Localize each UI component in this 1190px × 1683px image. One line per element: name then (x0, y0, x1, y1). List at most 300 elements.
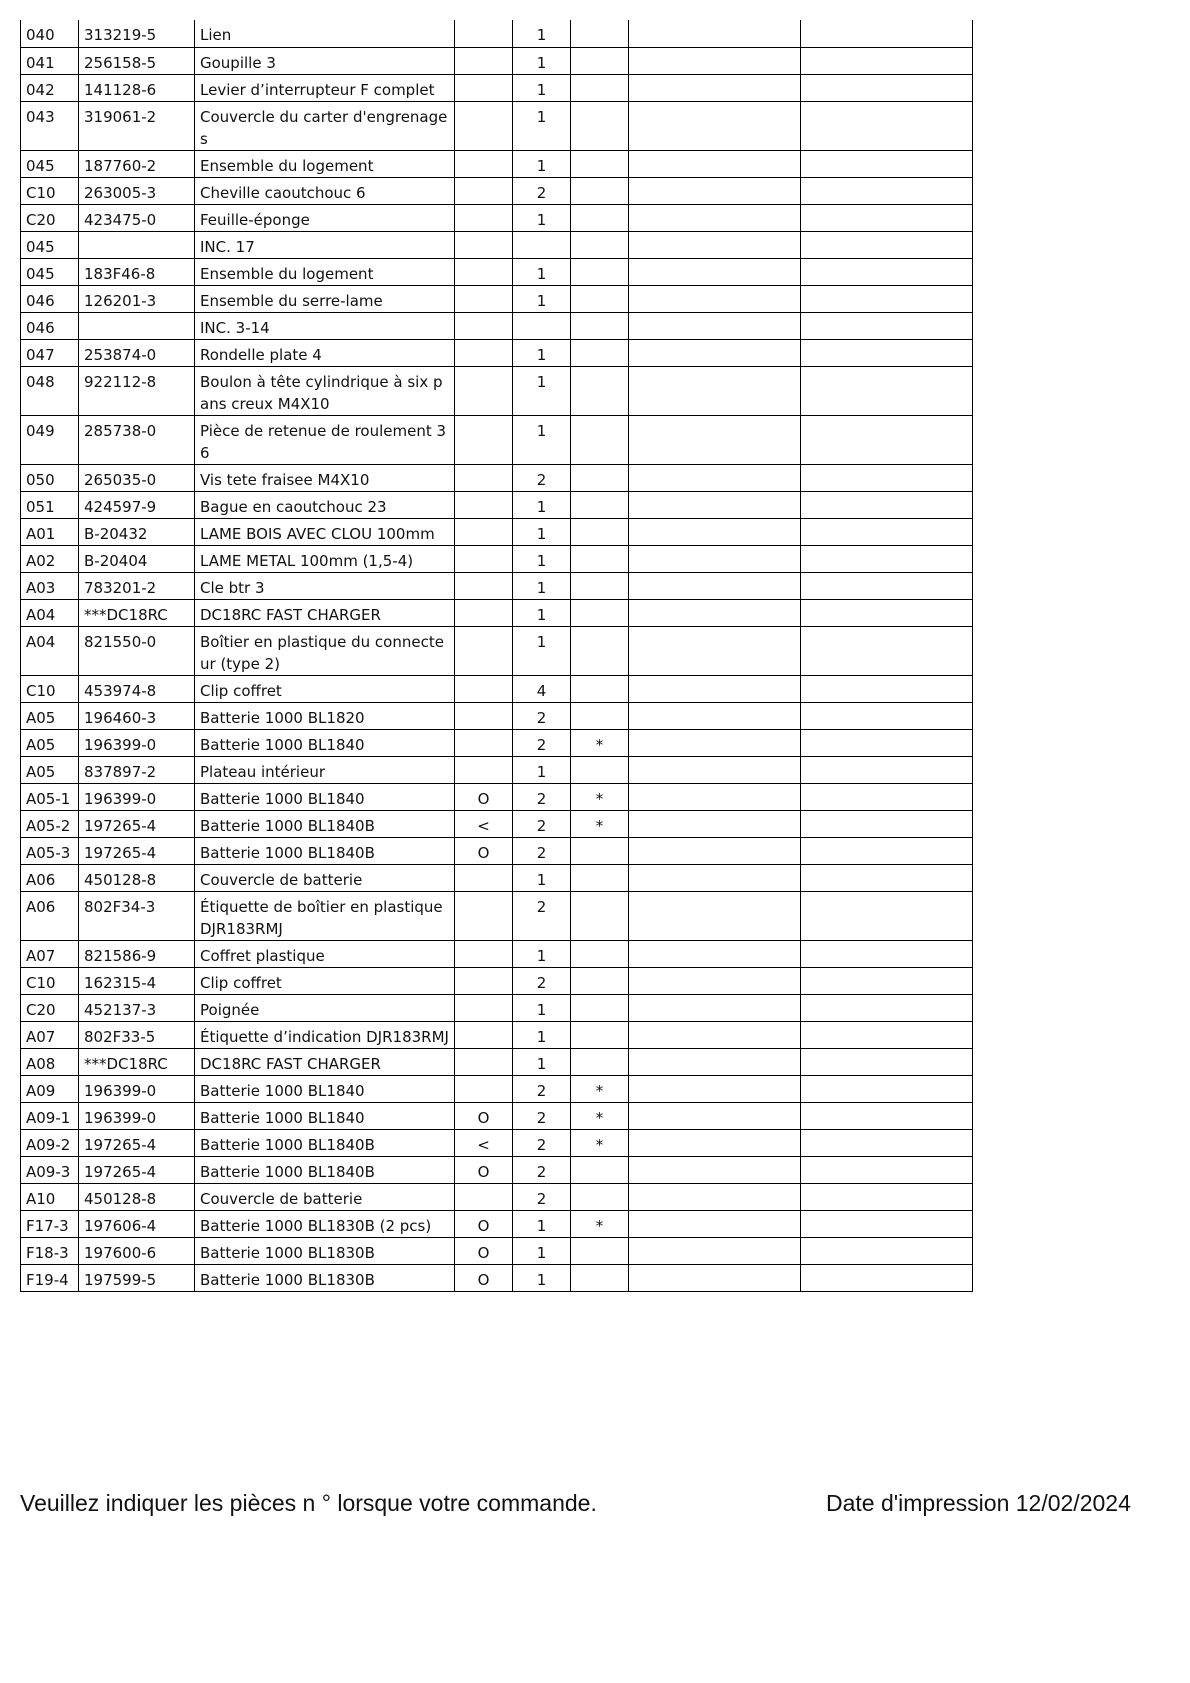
cell-blank (801, 47, 973, 74)
cell-extra (629, 967, 801, 994)
cell-description: Goupille 3 (195, 47, 455, 74)
cell-mark (455, 366, 513, 415)
cell-extra (629, 366, 801, 415)
table-row (21, 74, 973, 101)
cell-item-no: F17-3 (21, 1210, 79, 1237)
cell-blank (801, 101, 973, 150)
cell-mark (455, 258, 513, 285)
cell-quantity: 2 (513, 464, 571, 491)
cell-description: Pièce de retenue de roulement 36 (195, 415, 455, 464)
cell-item-no: A01 (21, 518, 79, 545)
table-row (21, 491, 973, 518)
cell-part-no: 263005-3 (79, 177, 195, 204)
cell-part-no: 196399-0 (79, 783, 195, 810)
cell-quantity: 2 (513, 1183, 571, 1210)
cell-description: LAME METAL 100mm (1,5-4) (195, 545, 455, 572)
table-row (21, 810, 973, 837)
cell-extra (629, 994, 801, 1021)
table-row (21, 339, 973, 366)
cell-mark (455, 491, 513, 518)
table-row (21, 967, 973, 994)
cell-extra (629, 1237, 801, 1264)
table-row (21, 1129, 973, 1156)
cell-item-no: A04 (21, 626, 79, 675)
cell-extra (629, 756, 801, 783)
cell-quantity: 1 (513, 1210, 571, 1237)
cell-part-no: 253874-0 (79, 339, 195, 366)
cell-quantity: 1 (513, 339, 571, 366)
cell-item-no: A09-3 (21, 1156, 79, 1183)
cell-part-no: 452137-3 (79, 994, 195, 1021)
table-row (21, 312, 973, 339)
cell-quantity: 2 (513, 783, 571, 810)
cell-blank (801, 464, 973, 491)
cell-extra (629, 702, 801, 729)
cell-blank (801, 285, 973, 312)
cell-mark: O (455, 1264, 513, 1291)
cell-blank (801, 339, 973, 366)
cell-mark (455, 864, 513, 891)
cell-blank (801, 74, 973, 101)
cell-item-no: A09-2 (21, 1129, 79, 1156)
cell-part-no: 141128-6 (79, 74, 195, 101)
cell-blank (801, 312, 973, 339)
cell-description: Couvercle du carter d'engrenages (195, 101, 455, 150)
cell-description: Clip coffret (195, 675, 455, 702)
cell-part-no: 453974-8 (79, 675, 195, 702)
table-row (21, 994, 973, 1021)
cell-description: Batterie 1000 BL1840 (195, 729, 455, 756)
cell-quantity: 2 (513, 1102, 571, 1129)
cell-blank (801, 729, 973, 756)
cell-mark (455, 1183, 513, 1210)
cell-description: Cheville caoutchouc 6 (195, 177, 455, 204)
cell-item-no: 051 (21, 491, 79, 518)
cell-item-no: 050 (21, 464, 79, 491)
cell-quantity: 2 (513, 1075, 571, 1102)
cell-quantity (513, 312, 571, 339)
cell-part-no: 802F33-5 (79, 1021, 195, 1048)
cell-mark (455, 285, 513, 312)
cell-note (571, 1048, 629, 1075)
cell-part-no: 265035-0 (79, 464, 195, 491)
cell-blank (801, 891, 973, 940)
cell-part-no: 837897-2 (79, 756, 195, 783)
cell-quantity: 2 (513, 1156, 571, 1183)
cell-note (571, 702, 629, 729)
cell-mark (455, 204, 513, 231)
cell-description: DC18RC FAST CHARGER (195, 599, 455, 626)
cell-item-no: 042 (21, 74, 79, 101)
table-row (21, 864, 973, 891)
cell-note (571, 572, 629, 599)
table-row (21, 1264, 973, 1291)
cell-mark (455, 572, 513, 599)
cell-blank (801, 1264, 973, 1291)
cell-note (571, 1237, 629, 1264)
cell-note: * (571, 729, 629, 756)
cell-mark (455, 312, 513, 339)
table-row (21, 464, 973, 491)
cell-note (571, 837, 629, 864)
cell-note (571, 864, 629, 891)
cell-part-no: 197265-4 (79, 1156, 195, 1183)
cell-note (571, 1021, 629, 1048)
cell-mark (455, 994, 513, 1021)
cell-mark (455, 74, 513, 101)
cell-quantity: 1 (513, 491, 571, 518)
cell-item-no: A05 (21, 756, 79, 783)
cell-quantity: 2 (513, 837, 571, 864)
cell-extra (629, 415, 801, 464)
cell-quantity: 1 (513, 258, 571, 285)
cell-item-no: A07 (21, 1021, 79, 1048)
table-row (21, 626, 973, 675)
cell-description: Batterie 1000 BL1840 (195, 1102, 455, 1129)
cell-description: Boîtier en plastique du connecteur (type 2) (195, 626, 455, 675)
table-row (21, 940, 973, 967)
cell-description: Batterie 1000 BL1830B (2 pcs) (195, 1210, 455, 1237)
cell-item-no: 049 (21, 415, 79, 464)
cell-extra (629, 312, 801, 339)
cell-description: Poignée (195, 994, 455, 1021)
cell-part-no: 424597-9 (79, 491, 195, 518)
cell-quantity: 1 (513, 1048, 571, 1075)
cell-extra (629, 20, 801, 47)
cell-note (571, 626, 629, 675)
cell-extra (629, 1075, 801, 1102)
cell-description: Levier d’interrupteur F complet (195, 74, 455, 101)
table-row (21, 1075, 973, 1102)
cell-part-no: 197265-4 (79, 1129, 195, 1156)
cell-part-no: 187760-2 (79, 150, 195, 177)
cell-note: * (571, 1129, 629, 1156)
cell-item-no: A07 (21, 940, 79, 967)
cell-description: Batterie 1000 BL1840B (195, 810, 455, 837)
cell-extra (629, 204, 801, 231)
cell-description: Étiquette de boîtier en plastique DJR183RMJ (195, 891, 455, 940)
cell-blank (801, 415, 973, 464)
cell-quantity: 1 (513, 756, 571, 783)
table-row (21, 1183, 973, 1210)
cell-item-no: C20 (21, 994, 79, 1021)
cell-blank (801, 518, 973, 545)
cell-item-no: A05 (21, 729, 79, 756)
cell-description: Couvercle de batterie (195, 864, 455, 891)
cell-note (571, 231, 629, 258)
cell-note (571, 366, 629, 415)
cell-description: Coffret plastique (195, 940, 455, 967)
cell-part-no: 197600-6 (79, 1237, 195, 1264)
cell-mark (455, 518, 513, 545)
cell-mark (455, 599, 513, 626)
cell-extra (629, 626, 801, 675)
table-row (21, 545, 973, 572)
cell-item-no: F19-4 (21, 1264, 79, 1291)
cell-extra (629, 150, 801, 177)
cell-extra (629, 1129, 801, 1156)
cell-part-no: 802F34-3 (79, 891, 195, 940)
cell-note (571, 101, 629, 150)
cell-blank (801, 702, 973, 729)
cell-blank (801, 783, 973, 810)
cell-note (571, 967, 629, 994)
cell-quantity: 1 (513, 285, 571, 312)
cell-blank (801, 994, 973, 1021)
cell-note (571, 1264, 629, 1291)
cell-description: INC. 17 (195, 231, 455, 258)
cell-quantity: 1 (513, 150, 571, 177)
cell-description: Clip coffret (195, 967, 455, 994)
cell-part-no: B-20432 (79, 518, 195, 545)
print-date: Date d'impression 12/02/2024 (826, 1490, 1131, 1516)
cell-note (571, 994, 629, 1021)
cell-part-no: 196399-0 (79, 1075, 195, 1102)
cell-quantity (513, 231, 571, 258)
cell-part-no: 450128-8 (79, 864, 195, 891)
cell-mark (455, 101, 513, 150)
cell-mark (455, 339, 513, 366)
footer-note: Veuillez indiquer les pièces n ° lorsque votre commande. (20, 1490, 597, 1516)
cell-blank (801, 1156, 973, 1183)
table-row (21, 101, 973, 150)
cell-quantity: 1 (513, 518, 571, 545)
parts-table-body (21, 20, 973, 1291)
cell-part-no: ***DC18RC (79, 1048, 195, 1075)
cell-blank (801, 599, 973, 626)
cell-quantity: 1 (513, 940, 571, 967)
cell-description: Ensemble du logement (195, 150, 455, 177)
cell-mark: < (455, 1129, 513, 1156)
cell-item-no: A05-3 (21, 837, 79, 864)
cell-note (571, 47, 629, 74)
cell-part-no: 162315-4 (79, 967, 195, 994)
table-row (21, 415, 973, 464)
cell-item-no: A03 (21, 572, 79, 599)
cell-quantity: 1 (513, 47, 571, 74)
cell-quantity: 2 (513, 1129, 571, 1156)
cell-quantity: 1 (513, 1237, 571, 1264)
cell-part-no: 285738-0 (79, 415, 195, 464)
cell-part-no: B-20404 (79, 545, 195, 572)
cell-quantity: 1 (513, 626, 571, 675)
cell-extra (629, 177, 801, 204)
cell-part-no: 783201-2 (79, 572, 195, 599)
table-row (21, 1021, 973, 1048)
cell-blank (801, 20, 973, 47)
cell-note: * (571, 1102, 629, 1129)
table-row (21, 366, 973, 415)
cell-quantity: 1 (513, 572, 571, 599)
cell-note (571, 675, 629, 702)
cell-mark (455, 891, 513, 940)
table-row (21, 204, 973, 231)
cell-quantity: 2 (513, 729, 571, 756)
cell-extra (629, 258, 801, 285)
cell-quantity: 2 (513, 967, 571, 994)
cell-note (571, 258, 629, 285)
cell-part-no: ***DC18RC (79, 599, 195, 626)
cell-blank (801, 940, 973, 967)
cell-extra (629, 1048, 801, 1075)
cell-description: Batterie 1000 BL1840B (195, 1129, 455, 1156)
cell-item-no: C10 (21, 675, 79, 702)
cell-quantity: 1 (513, 366, 571, 415)
cell-item-no: A08 (21, 1048, 79, 1075)
cell-note (571, 940, 629, 967)
cell-extra (629, 599, 801, 626)
cell-mark (455, 231, 513, 258)
cell-blank (801, 1021, 973, 1048)
cell-note (571, 204, 629, 231)
cell-description: Batterie 1000 BL1830B (195, 1237, 455, 1264)
cell-extra (629, 1102, 801, 1129)
cell-blank (801, 756, 973, 783)
cell-part-no: 183F46-8 (79, 258, 195, 285)
cell-blank (801, 967, 973, 994)
cell-extra (629, 810, 801, 837)
cell-blank (801, 545, 973, 572)
cell-note: * (571, 783, 629, 810)
cell-note (571, 518, 629, 545)
table-row (21, 702, 973, 729)
cell-blank (801, 675, 973, 702)
cell-mark: < (455, 810, 513, 837)
table-row (21, 1210, 973, 1237)
cell-quantity: 1 (513, 1264, 571, 1291)
cell-extra (629, 545, 801, 572)
cell-extra (629, 74, 801, 101)
table-row (21, 1048, 973, 1075)
cell-quantity: 1 (513, 101, 571, 150)
cell-part-no: 922112-8 (79, 366, 195, 415)
table-row (21, 675, 973, 702)
cell-mark (455, 545, 513, 572)
cell-note (571, 312, 629, 339)
cell-mark: O (455, 837, 513, 864)
cell-item-no: A05 (21, 702, 79, 729)
cell-part-no (79, 231, 195, 258)
cell-extra (629, 491, 801, 518)
cell-mark (455, 626, 513, 675)
cell-quantity: 1 (513, 20, 571, 47)
cell-part-no: 196460-3 (79, 702, 195, 729)
cell-item-no: A02 (21, 545, 79, 572)
cell-item-no: A04 (21, 599, 79, 626)
parts-table (20, 20, 973, 1292)
cell-quantity: 1 (513, 1021, 571, 1048)
cell-part-no: 313219-5 (79, 20, 195, 47)
cell-note (571, 20, 629, 47)
cell-extra (629, 285, 801, 312)
cell-description: Ensemble du serre-lame (195, 285, 455, 312)
cell-description: LAME BOIS AVEC CLOU 100mm (195, 518, 455, 545)
cell-note (571, 891, 629, 940)
table-row (21, 20, 973, 47)
cell-quantity: 1 (513, 994, 571, 1021)
table-row (21, 150, 973, 177)
cell-quantity: 1 (513, 545, 571, 572)
cell-description: Batterie 1000 BL1830B (195, 1264, 455, 1291)
cell-item-no: 045 (21, 231, 79, 258)
cell-blank (801, 864, 973, 891)
cell-extra (629, 940, 801, 967)
cell-quantity: 2 (513, 702, 571, 729)
cell-blank (801, 204, 973, 231)
cell-mark (455, 47, 513, 74)
cell-mark (455, 729, 513, 756)
cell-mark (455, 940, 513, 967)
cell-mark: O (455, 1210, 513, 1237)
cell-note (571, 1156, 629, 1183)
cell-description: Batterie 1000 BL1820 (195, 702, 455, 729)
cell-blank (801, 258, 973, 285)
cell-extra (629, 1183, 801, 1210)
cell-quantity: 1 (513, 74, 571, 101)
cell-blank (801, 1048, 973, 1075)
cell-quantity: 1 (513, 599, 571, 626)
cell-blank (801, 1183, 973, 1210)
cell-mark (455, 1075, 513, 1102)
cell-part-no: 126201-3 (79, 285, 195, 312)
cell-extra (629, 1210, 801, 1237)
cell-extra (629, 518, 801, 545)
cell-description: Feuille-éponge (195, 204, 455, 231)
cell-note (571, 1183, 629, 1210)
cell-extra (629, 783, 801, 810)
cell-part-no: 197265-4 (79, 837, 195, 864)
table-row (21, 837, 973, 864)
cell-extra (629, 231, 801, 258)
cell-extra (629, 464, 801, 491)
cell-mark: O (455, 1102, 513, 1129)
cell-description: Batterie 1000 BL1840 (195, 1075, 455, 1102)
cell-description: Ensemble du logement (195, 258, 455, 285)
cell-quantity: 2 (513, 891, 571, 940)
cell-note (571, 756, 629, 783)
cell-part-no: 450128-8 (79, 1183, 195, 1210)
cell-blank (801, 626, 973, 675)
cell-item-no: 045 (21, 258, 79, 285)
cell-mark (455, 702, 513, 729)
cell-extra (629, 1264, 801, 1291)
cell-blank (801, 1237, 973, 1264)
cell-item-no: 043 (21, 101, 79, 150)
cell-description: Boulon à tête cylindrique à six pans creux M4X10 (195, 366, 455, 415)
cell-extra (629, 1156, 801, 1183)
cell-mark (455, 1021, 513, 1048)
cell-item-no: 046 (21, 312, 79, 339)
cell-description: Batterie 1000 BL1840B (195, 1156, 455, 1183)
cell-quantity: 1 (513, 204, 571, 231)
cell-description: Étiquette d’indication DJR183RMJ (195, 1021, 455, 1048)
table-row (21, 231, 973, 258)
cell-note (571, 74, 629, 101)
cell-blank (801, 491, 973, 518)
cell-mark (455, 756, 513, 783)
cell-mark (455, 967, 513, 994)
cell-part-no: 821586-9 (79, 940, 195, 967)
cell-item-no: C10 (21, 177, 79, 204)
cell-part-no: 196399-0 (79, 1102, 195, 1129)
cell-mark: O (455, 1237, 513, 1264)
table-row (21, 1156, 973, 1183)
cell-description: Couvercle de batterie (195, 1183, 455, 1210)
table-row (21, 783, 973, 810)
cell-extra (629, 1021, 801, 1048)
cell-part-no: 197606-4 (79, 1210, 195, 1237)
cell-extra (629, 891, 801, 940)
